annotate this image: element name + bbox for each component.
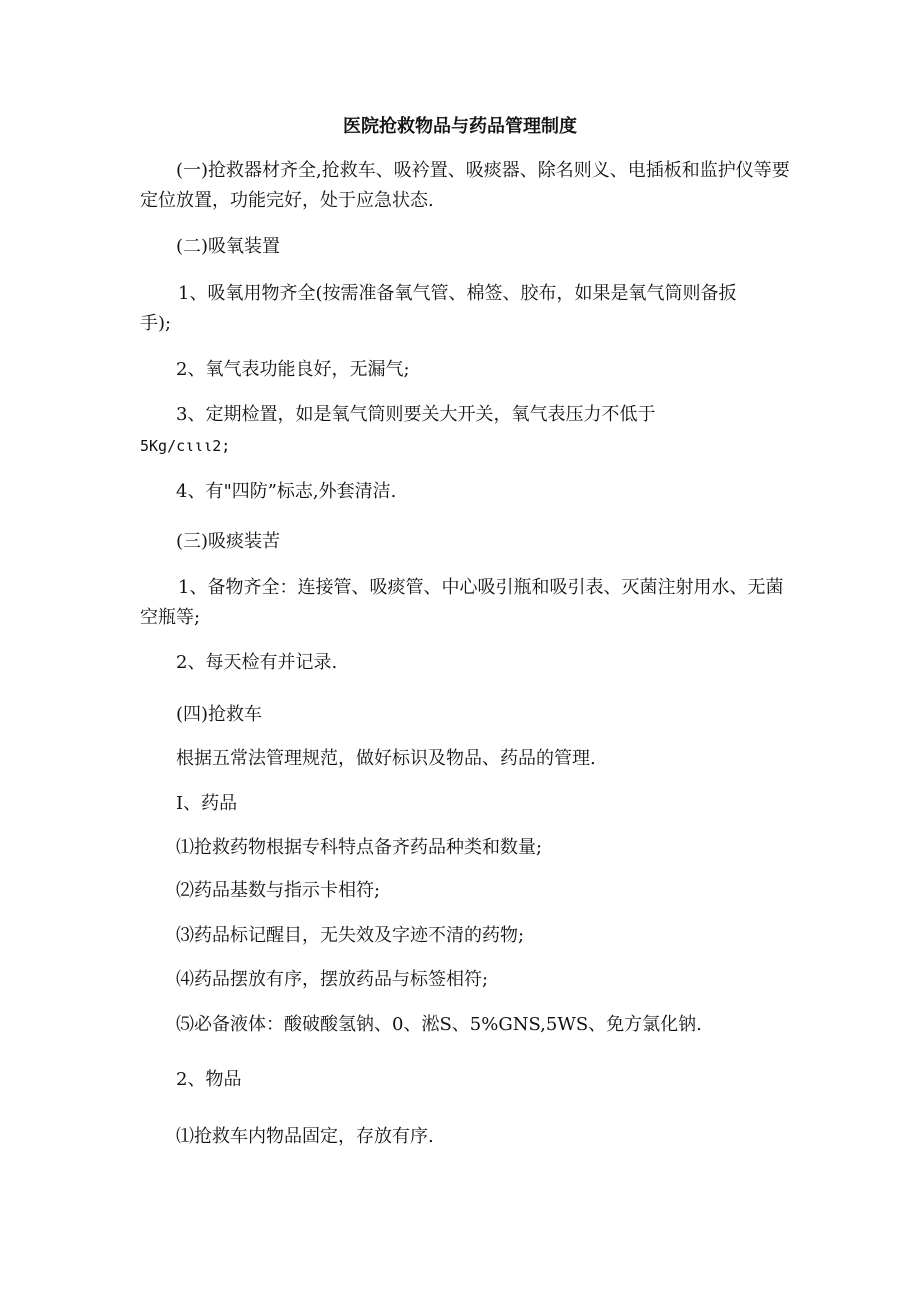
paragraph-suction-2: 2、每天检有并记录.	[176, 652, 338, 673]
document-title: 医院抢救物品与药品管理制度	[343, 116, 577, 137]
paragraph-drugs-1: ⑴抢救药物根据专科特点备齐药品种类和数量;	[176, 837, 543, 858]
paragraph-equipment: (一)抢救器材齐全,抢救车、吸衿置、吸痰器、除名则义、电插板和监护仪等要定位放置，功能完好，处于应急状态.	[140, 160, 790, 211]
heading-suction: (三)吸痰装苦	[176, 531, 281, 552]
paragraph-oxygen-3-unit: 5Kg/cιιι2;	[140, 437, 231, 455]
paragraph-drugs-4: ⑷药品摆放有序，摆放药品与标签相符;	[176, 969, 489, 990]
paragraph-drugs-3: ⑶药品标记醒目，无失效及字迹不清的药物;	[176, 925, 525, 946]
paragraph-drugs-2: ⑵药品基数与指示卡相符;	[176, 880, 381, 901]
paragraph-suction-1: 1、备物齐全：连接管、吸痰管、中心吸引瓶和吸引表、灭菌注射用水、无菌空瓶等;	[140, 577, 784, 628]
paragraph-supplies-1: ⑴抢救车内物品固定，存放有序.	[176, 1126, 434, 1147]
paragraph-crash-cart: 根据五常法管理规范，做好标识及物品、药品的管理.	[176, 748, 596, 769]
heading-oxygen: (二)吸氧装置	[176, 236, 281, 257]
heading-crash-cart: (四)抢救车	[176, 704, 263, 725]
paragraph-oxygen-1: 1、吸氧用物齐全(按需准备氧气管、棉签、胶布，如果是氧气筒则备扳手);	[140, 283, 737, 334]
heading-supplies: 2、物品	[176, 1069, 242, 1090]
paragraph-oxygen-2: 2、氧气表功能良好，无漏气;	[176, 359, 410, 380]
paragraph-drugs-5: ⑸必备液体：酸破酸氢钠、0、淞S、5%GNS,5WS、免方氯化钠.	[176, 1014, 702, 1035]
paragraph-oxygen-4: 4、有"四防”标志,外套清洁.	[176, 481, 397, 502]
paragraph-oxygen-3: 3、定期检置，如是氧气筒则要关大开关，氧气表压力不低于	[176, 404, 656, 425]
heading-drugs: I、药品	[176, 793, 238, 814]
